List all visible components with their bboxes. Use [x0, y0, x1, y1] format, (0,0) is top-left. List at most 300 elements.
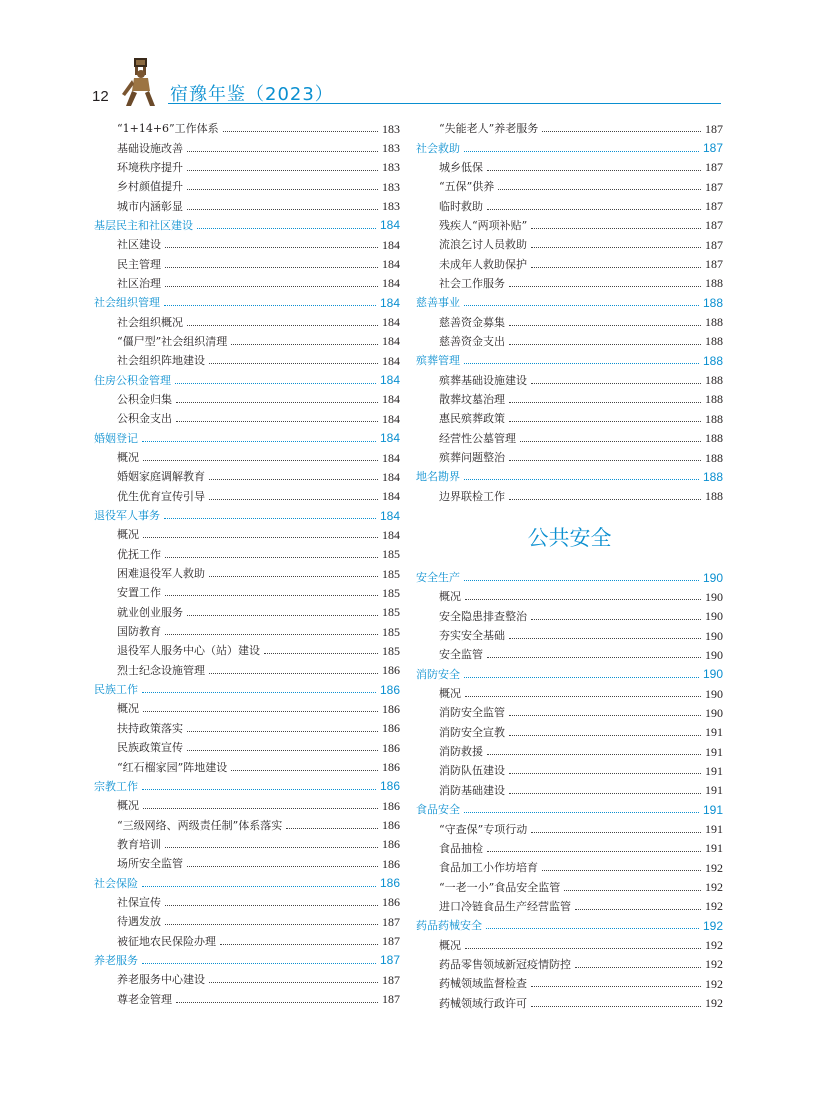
dot-leader [509, 715, 701, 716]
toc-entry[interactable] [416, 877, 723, 896]
toc-entry-title: 国防教育 [117, 625, 161, 639]
dot-leader [209, 576, 378, 577]
toc-entry-title: 消防安全 [416, 667, 460, 681]
toc-entry-title: 公积金支出 [117, 412, 172, 426]
dot-leader [564, 890, 701, 891]
toc-page-number: 190 [705, 686, 723, 701]
toc-entry-title: 民主管理 [117, 257, 161, 271]
toc-page-number: 187 [705, 179, 723, 194]
toc-entry-title: 养老服务 [94, 953, 138, 967]
dot-leader [165, 557, 378, 558]
toc-entry-title: 场所安全监管 [117, 857, 183, 871]
dot-leader [464, 812, 699, 813]
toc-section-entry[interactable] [94, 777, 400, 796]
toc-page-number: 188 [705, 334, 723, 349]
toc-page-number: 184 [382, 411, 400, 426]
dot-leader [165, 847, 378, 848]
toc-page-number: 190 [702, 570, 723, 585]
toc-entry[interactable] [416, 390, 723, 409]
toc-entry-title: 困难退役军人救助 [117, 567, 205, 581]
toc-section-entry[interactable] [416, 568, 723, 587]
toc-entry-title: 城乡低保 [439, 160, 483, 174]
toc-entry[interactable] [94, 545, 400, 564]
toc-section-entry[interactable] [94, 293, 400, 312]
toc-page-number: 185 [382, 547, 400, 562]
toc-page-number: 183 [382, 141, 400, 156]
toc-section-entry[interactable] [94, 506, 400, 525]
toc-page-number: 188 [705, 315, 723, 330]
dot-leader [509, 325, 701, 326]
dot-leader [187, 750, 378, 751]
toc-page-number: 187 [705, 121, 723, 136]
dot-leader [197, 228, 376, 229]
dot-leader [264, 653, 378, 654]
toc-entry[interactable] [94, 351, 400, 370]
toc-page-number: 188 [705, 373, 723, 388]
toc-entry[interactable] [94, 893, 400, 912]
toc-entry-title: 药品药械安全 [416, 919, 482, 933]
toc-entry-title: 社区建设 [117, 238, 161, 252]
toc-page-number: 183 [382, 179, 400, 194]
toc-entry[interactable] [94, 487, 400, 506]
dot-leader [176, 421, 378, 422]
toc-entry-title: 社保宣传 [117, 895, 161, 909]
toc-entry-title: 临时救助 [439, 199, 483, 213]
toc-entry[interactable] [416, 196, 723, 215]
toc-page-number: 191 [705, 744, 723, 759]
toc-entry[interactable] [416, 626, 723, 645]
toc-entry[interactable] [94, 835, 400, 854]
toc-entry-title: 食品加工小作坊培育 [439, 861, 538, 875]
toc-entry-title: 扶持政策落实 [117, 721, 183, 735]
dot-leader [165, 924, 378, 925]
toc-entry[interactable] [94, 970, 400, 989]
toc-entry[interactable] [94, 138, 400, 157]
toc-page-number: 188 [705, 450, 723, 465]
dot-leader [486, 928, 699, 929]
dot-leader [209, 982, 378, 983]
toc-entry[interactable] [416, 935, 723, 954]
toc-entry-title: 基层民主和社区建设 [94, 218, 193, 232]
toc-entry-title: 退役军人服务中心（站）建设 [117, 644, 260, 658]
toc-entry-title: 就业创业服务 [117, 605, 183, 619]
toc-page-number: 191 [705, 725, 723, 740]
toc-entry[interactable] [416, 742, 723, 761]
toc-page-number: 186 [382, 798, 400, 813]
dot-leader [187, 209, 378, 210]
toc-entry-title: 待遇发放 [117, 915, 161, 929]
dot-leader [464, 305, 699, 306]
toc-entry-title: 优抚工作 [117, 547, 161, 561]
toc-entry-title: “一老一小”食品安全监管 [439, 880, 561, 894]
toc-page-number: 191 [705, 783, 723, 798]
toc-entry[interactable] [416, 723, 723, 742]
toc-entry[interactable] [416, 955, 723, 974]
toc-page-number: 191 [705, 822, 723, 837]
toc-entry[interactable] [416, 235, 723, 254]
toc-page-number: 187 [705, 199, 723, 214]
toc-entry[interactable] [416, 684, 723, 703]
dot-leader [531, 383, 701, 384]
dot-leader [187, 615, 378, 616]
toc-entry-title: 慈善事业 [416, 296, 460, 310]
toc-entry-title: 乡村颜值提升 [117, 180, 183, 194]
toc-page-number: 188 [705, 411, 723, 426]
toc-entry[interactable] [416, 158, 723, 177]
toc-entry-title: “守查保”专项行动 [439, 822, 528, 836]
dot-leader [142, 789, 376, 790]
toc-page-number: 191 [702, 802, 723, 817]
toc-entry-title: “三级网络、两级责任制”体系落实 [117, 818, 283, 832]
toc-entry[interactable] [416, 177, 723, 196]
toc-entry[interactable] [94, 254, 400, 273]
toc-page-number: 190 [705, 589, 723, 604]
toc-entry-title: 流浪乞讨人员救助 [439, 238, 527, 252]
toc-entry[interactable] [416, 370, 723, 389]
toc-entry[interactable] [416, 703, 723, 722]
toc-entry-title: 殡葬问题整治 [439, 451, 505, 465]
toc-entry[interactable] [416, 819, 723, 838]
toc-entry-title: 婚姻家庭调解教育 [117, 470, 205, 484]
toc-page-number: 184 [379, 373, 400, 388]
toc-major-heading: 公共安全 [527, 525, 612, 550]
toc-page-number: 185 [382, 643, 400, 658]
toc-entry-title: 安全隐患排查整治 [439, 609, 527, 623]
dot-leader [209, 499, 378, 500]
toc-entry[interactable] [94, 757, 400, 776]
toc-entry-title: 食品安全 [416, 803, 460, 817]
toc-page-number: 187 [382, 914, 400, 929]
dot-leader [165, 267, 378, 268]
toc-entry[interactable] [416, 274, 723, 293]
dot-leader [164, 518, 376, 519]
toc-section-entry[interactable] [416, 351, 723, 370]
toc-section-entry[interactable] [416, 800, 723, 819]
toc-entry-title: 尊老金管理 [117, 992, 172, 1006]
toc-entry[interactable] [416, 858, 723, 877]
toc-left-column [94, 119, 400, 1009]
toc-entry[interactable] [94, 641, 400, 660]
toc-section-entry[interactable] [416, 138, 723, 157]
toc-entry[interactable] [94, 912, 400, 931]
toc-page-number: 184 [382, 392, 400, 407]
toc-entry[interactable] [94, 815, 400, 834]
toc-page-number: 188 [702, 353, 723, 368]
toc-entry[interactable] [94, 409, 400, 428]
dot-leader [142, 963, 376, 964]
toc-entry-title: 社会组织管理 [94, 296, 160, 310]
toc-section-entry[interactable] [416, 665, 723, 684]
toc-page-number: 184 [379, 218, 400, 233]
toc-page-number: 183 [382, 199, 400, 214]
toc-page-number: 192 [705, 976, 723, 991]
toc-page-number: 184 [382, 257, 400, 272]
dot-leader [509, 421, 701, 422]
toc-entry-title: 未成年人救助保护 [439, 257, 527, 271]
toc-entry[interactable] [416, 839, 723, 858]
toc-entry-title: 药械领域监督检查 [439, 977, 527, 991]
toc-entry[interactable] [94, 448, 400, 467]
toc-page-number: 190 [705, 647, 723, 662]
dot-leader [187, 866, 378, 867]
toc-entry-title: 夯实安全基础 [439, 629, 505, 643]
dot-leader [531, 1006, 701, 1007]
toc-entry[interactable] [94, 390, 400, 409]
toc-entry[interactable] [94, 989, 400, 1008]
toc-page-number: 184 [379, 295, 400, 310]
toc-entry[interactable] [416, 761, 723, 780]
toc-section-entry[interactable] [416, 916, 723, 935]
dot-leader [487, 657, 701, 658]
toc-entry[interactable] [416, 607, 723, 626]
toc-entry-title: 教育培训 [117, 837, 161, 851]
toc-page-number: 184 [382, 276, 400, 291]
toc-entry-title: 残疾人“两项补贴” [439, 218, 528, 232]
toc-page-number: 186 [382, 740, 400, 755]
toc-entry-title: 药械领域行政许可 [439, 996, 527, 1010]
dot-leader [531, 228, 701, 229]
dot-leader [220, 944, 378, 945]
dot-leader [465, 696, 701, 697]
toc-entry-title: 概况 [117, 528, 139, 542]
toc-entry-title: “僵尸型”社会组织清理 [117, 334, 228, 348]
toc-page-number: 186 [379, 876, 400, 891]
dot-leader [231, 344, 378, 345]
dot-leader [464, 580, 699, 581]
toc-page-number: 187 [705, 160, 723, 175]
dot-leader [465, 948, 701, 949]
toc-entry-title: “红石榴家园”阵地建设 [117, 760, 228, 774]
toc-entry-title: 民族工作 [94, 683, 138, 697]
dot-leader [175, 383, 376, 384]
toc-page-number: 187 [705, 257, 723, 272]
toc-entry-title: 被征地农民保险办理 [117, 934, 216, 948]
toc-page-number: 185 [382, 605, 400, 620]
toc-page-number: 187 [382, 992, 400, 1007]
toc-entry[interactable] [416, 312, 723, 331]
toc-entry[interactable] [94, 312, 400, 331]
toc-entry[interactable] [416, 993, 723, 1012]
dot-leader [143, 808, 378, 809]
toc-page-number: 192 [702, 918, 723, 933]
toc-entry[interactable] [94, 564, 400, 583]
toc-entry-title: 民族政策宣传 [117, 741, 183, 755]
toc-entry[interactable] [416, 216, 723, 235]
toc-entry[interactable] [94, 196, 400, 215]
dot-leader [487, 170, 701, 171]
toc-page-number: 192 [705, 860, 723, 875]
dot-leader [531, 267, 701, 268]
toc-section-entry[interactable] [94, 873, 400, 892]
toc-entry[interactable] [94, 583, 400, 602]
toc-entry-title: 进口冷链食品生产经营监管 [439, 899, 571, 913]
toc-entry[interactable] [94, 796, 400, 815]
toc-page-number: 185 [382, 566, 400, 581]
book-title: 宿豫年鉴（2023） [170, 84, 334, 105]
toc-page-number: 186 [382, 663, 400, 678]
toc-entry[interactable] [94, 467, 400, 486]
toc-entry-title: 经营性公墓管理 [439, 431, 516, 445]
toc-entry[interactable] [94, 699, 400, 718]
dot-leader [542, 870, 701, 871]
toc-page-number: 186 [379, 779, 400, 794]
toc-entry-title: 社会组织概况 [117, 315, 183, 329]
toc-entry-title: 安置工作 [117, 586, 161, 600]
toc-entry[interactable] [94, 177, 400, 196]
toc-page-number: 185 [382, 624, 400, 639]
toc-entry-title: 社会工作服务 [439, 276, 505, 290]
dot-leader [509, 344, 701, 345]
dot-leader [575, 909, 701, 910]
toc-entry[interactable] [416, 587, 723, 606]
toc-entry[interactable] [94, 719, 400, 738]
toc-entry-title: “1+14+6”工作体系 [117, 122, 219, 136]
page-number: 12 [92, 88, 109, 105]
toc-entry-title: 殡葬基础设施建设 [439, 373, 527, 387]
toc-entry-title: 消防安全宣教 [439, 725, 505, 739]
toc-entry-title: 食品抽检 [439, 841, 483, 855]
toc-entry[interactable] [416, 119, 723, 138]
dot-leader [176, 402, 378, 403]
dot-leader [164, 305, 376, 306]
dot-leader [165, 595, 378, 596]
toc-entry[interactable] [94, 661, 400, 680]
toc-entry[interactable] [94, 931, 400, 950]
dot-leader [487, 754, 701, 755]
toc-page-number: 186 [382, 760, 400, 775]
toc-entry[interactable] [94, 603, 400, 622]
toc-entry[interactable] [94, 525, 400, 544]
dot-leader [531, 832, 701, 833]
toc-page-number: 184 [379, 508, 400, 523]
toc-page-number: 184 [382, 450, 400, 465]
dot-leader [231, 770, 378, 771]
dot-leader [143, 537, 378, 538]
dot-leader [209, 363, 378, 364]
toc-entry[interactable] [94, 158, 400, 177]
dot-leader [531, 986, 701, 987]
toc-entry[interactable] [416, 409, 723, 428]
dot-leader [464, 677, 699, 678]
toc-page-number: 184 [382, 353, 400, 368]
toc-entry-title: 安全监管 [439, 648, 483, 662]
dot-leader [142, 441, 376, 442]
toc-page-number: 192 [705, 899, 723, 914]
toc-section-entry[interactable] [94, 951, 400, 970]
toc-entry-title: 养老服务中心建设 [117, 973, 205, 987]
toc-entry-title: 殡葬管理 [416, 354, 460, 368]
toc-page-number: 186 [382, 856, 400, 871]
dot-leader [509, 793, 701, 794]
dot-leader [464, 479, 699, 480]
toc-entry-title: 慈善资金支出 [439, 334, 505, 348]
toc-entry[interactable] [94, 235, 400, 254]
toc-page-number: 191 [705, 763, 723, 778]
toc-section-entry[interactable] [416, 293, 723, 312]
dot-leader [487, 209, 701, 210]
toc-entry-title: 优生优育宣传引导 [117, 489, 205, 503]
dot-leader [498, 189, 701, 190]
dot-leader [223, 131, 378, 132]
toc-entry-title: 概况 [439, 938, 461, 952]
toc-entry[interactable] [416, 487, 723, 506]
toc-entry[interactable] [416, 781, 723, 800]
dot-leader [509, 286, 701, 287]
toc-section-entry[interactable] [94, 429, 400, 448]
toc-page-number: 187 [705, 237, 723, 252]
toc-entry-title: 安全生产 [416, 571, 460, 585]
toc-entry[interactable] [416, 332, 723, 351]
dot-leader [176, 1002, 378, 1003]
toc-entry[interactable] [416, 897, 723, 916]
toc-entry[interactable] [416, 254, 723, 273]
toc-entry[interactable] [416, 974, 723, 993]
dot-leader [209, 479, 378, 480]
toc-entry[interactable] [94, 119, 400, 138]
toc-section-entry[interactable] [94, 216, 400, 235]
toc-page-number: 187 [379, 953, 400, 968]
dot-leader [286, 828, 378, 829]
toc-entry[interactable] [416, 645, 723, 664]
dot-leader [187, 189, 378, 190]
dot-leader [509, 402, 701, 403]
toc-entry-title: 社会组织阵地建设 [117, 354, 205, 368]
toc-entry[interactable] [94, 274, 400, 293]
toc-right-column [416, 119, 723, 1013]
toc-entry-title: 社会救助 [416, 141, 460, 155]
toc-entry[interactable] [94, 622, 400, 641]
statue-figure-logo [120, 58, 162, 108]
toc-page-number: 184 [382, 315, 400, 330]
toc-page-number: 186 [382, 895, 400, 910]
dot-leader [143, 711, 378, 712]
toc-entry-title: 地名勘界 [416, 470, 460, 484]
toc-entry-title: 消防安全监管 [439, 706, 505, 720]
toc-page-number: 184 [382, 527, 400, 542]
dot-leader [165, 286, 378, 287]
toc-entry[interactable] [94, 854, 400, 873]
toc-entry[interactable] [416, 429, 723, 448]
dot-leader [509, 499, 701, 500]
toc-section-entry[interactable] [416, 467, 723, 486]
dot-leader [520, 441, 701, 442]
toc-entry[interactable] [416, 448, 723, 467]
header-rule [168, 103, 721, 104]
toc-entry-title: 消防基础建设 [439, 783, 505, 797]
dot-leader [464, 151, 699, 152]
dot-leader [143, 460, 378, 461]
toc-page-number: 184 [382, 334, 400, 349]
toc-entry-title: 公积金归集 [117, 392, 172, 406]
toc-entry-title: “五保”供养 [439, 180, 495, 194]
dot-leader [187, 731, 378, 732]
toc-page-number: 188 [705, 431, 723, 446]
toc-page-number: 190 [705, 705, 723, 720]
toc-page-number: 192 [705, 938, 723, 953]
toc-entry[interactable] [94, 738, 400, 757]
toc-entry[interactable] [94, 332, 400, 351]
toc-section-entry[interactable] [94, 370, 400, 389]
toc-section-entry[interactable] [94, 680, 400, 699]
toc-page-number: 188 [702, 295, 723, 310]
toc-page-number: 186 [379, 682, 400, 697]
toc-entry-title: 退役军人事务 [94, 509, 160, 523]
toc-page-number: 187 [702, 141, 723, 156]
toc-page-number: 184 [379, 431, 400, 446]
toc-page-number: 183 [382, 160, 400, 175]
dot-leader [575, 967, 701, 968]
toc-page-number: 187 [382, 972, 400, 987]
